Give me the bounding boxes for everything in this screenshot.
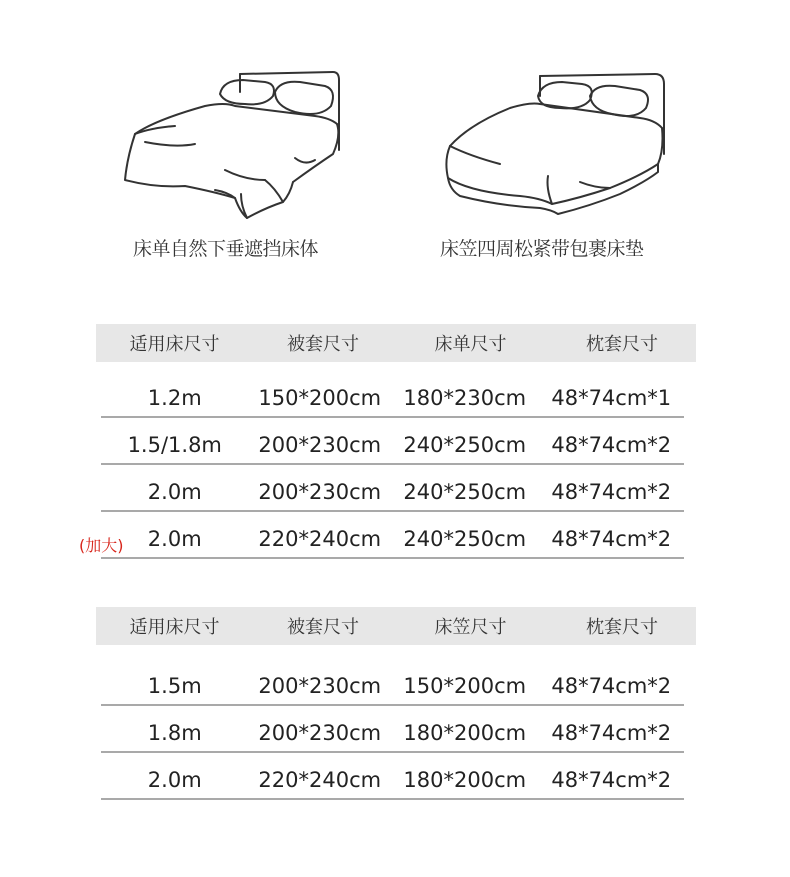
pillow-size-cell: 48*74cm*2	[551, 721, 672, 745]
duvet-size-cell: 200*230cm	[258, 721, 382, 745]
flat-sheet-size-table	[96, 324, 696, 564]
header-bed-size: 适用床尺寸	[129, 617, 220, 638]
bed-fitted-sheet-illustration	[440, 68, 680, 228]
oversize-tag: (加大)	[79, 536, 124, 555]
pillow-size-cell: 48*74cm*2	[551, 527, 672, 551]
pillow-size-cell: 48*74cm*2	[551, 674, 672, 698]
duvet-size-cell: 200*230cm	[258, 433, 382, 457]
duvet-size-cell: 200*230cm	[258, 480, 382, 504]
bed-size-cell: 2.0m	[147, 527, 202, 551]
duvet-size-cell: 200*230cm	[258, 674, 382, 698]
table-row	[101, 369, 684, 418]
sheet-size-cell: 240*250cm	[403, 527, 527, 551]
header-fitted-size: 床笠尺寸	[434, 617, 507, 638]
duvet-size-cell: 150*200cm	[258, 386, 382, 410]
pillow-size-cell: 48*74cm*2	[551, 480, 672, 504]
bed-flat-sheet-icon	[115, 62, 355, 222]
table-row	[101, 704, 684, 753]
table-header	[96, 607, 696, 645]
sheet-size-cell: 240*250cm	[403, 433, 527, 457]
table-row	[101, 657, 684, 706]
header-pillow-size: 枕套尺寸	[586, 334, 658, 355]
table-row	[101, 463, 684, 512]
bed-size-cell: 2.0m	[147, 768, 202, 792]
bed-size-cell: 2.0m	[147, 480, 202, 504]
pillow-size-cell: 48*74cm*2	[551, 433, 672, 457]
header-duvet-size: 被套尺寸	[287, 334, 359, 355]
duvet-size-cell: 220*240cm	[258, 527, 382, 551]
duvet-size-cell: 220*240cm	[258, 768, 382, 792]
header-pillow-size: 枕套尺寸	[586, 617, 658, 638]
bed-size-cell: 1.2m	[147, 386, 202, 410]
table-row	[101, 416, 684, 465]
bed-fitted-sheet-icon	[440, 68, 680, 228]
flat-sheet-caption: 床单自然下垂遮挡床体	[133, 238, 319, 260]
header-sheet-size: 床单尺寸	[434, 334, 507, 355]
pillow-size-cell: 48*74cm*2	[551, 768, 672, 792]
table-row	[101, 510, 684, 559]
pillow-size-cell: 48*74cm*1	[551, 386, 672, 410]
fitted-sheet-caption: 床笠四周松紧带包裹床垫	[440, 238, 644, 260]
header-duvet-size: 被套尺寸	[287, 617, 359, 638]
bed-size-cell: 1.5/1.8m	[127, 433, 222, 457]
fitted-size-cell: 150*200cm	[403, 674, 527, 698]
fitted-size-cell: 180*200cm	[403, 721, 527, 745]
header-bed-size: 适用床尺寸	[129, 334, 220, 355]
bed-size-cell: 1.5m	[147, 674, 202, 698]
bed-flat-sheet-illustration	[115, 62, 355, 222]
table-row	[101, 751, 684, 800]
bed-size-cell: 1.8m	[147, 721, 202, 745]
sheet-size-cell: 180*230cm	[403, 386, 527, 410]
table-header	[96, 324, 696, 362]
sheet-size-cell: 240*250cm	[403, 480, 527, 504]
fitted-size-cell: 180*200cm	[403, 768, 527, 792]
fitted-sheet-size-table	[96, 607, 696, 807]
